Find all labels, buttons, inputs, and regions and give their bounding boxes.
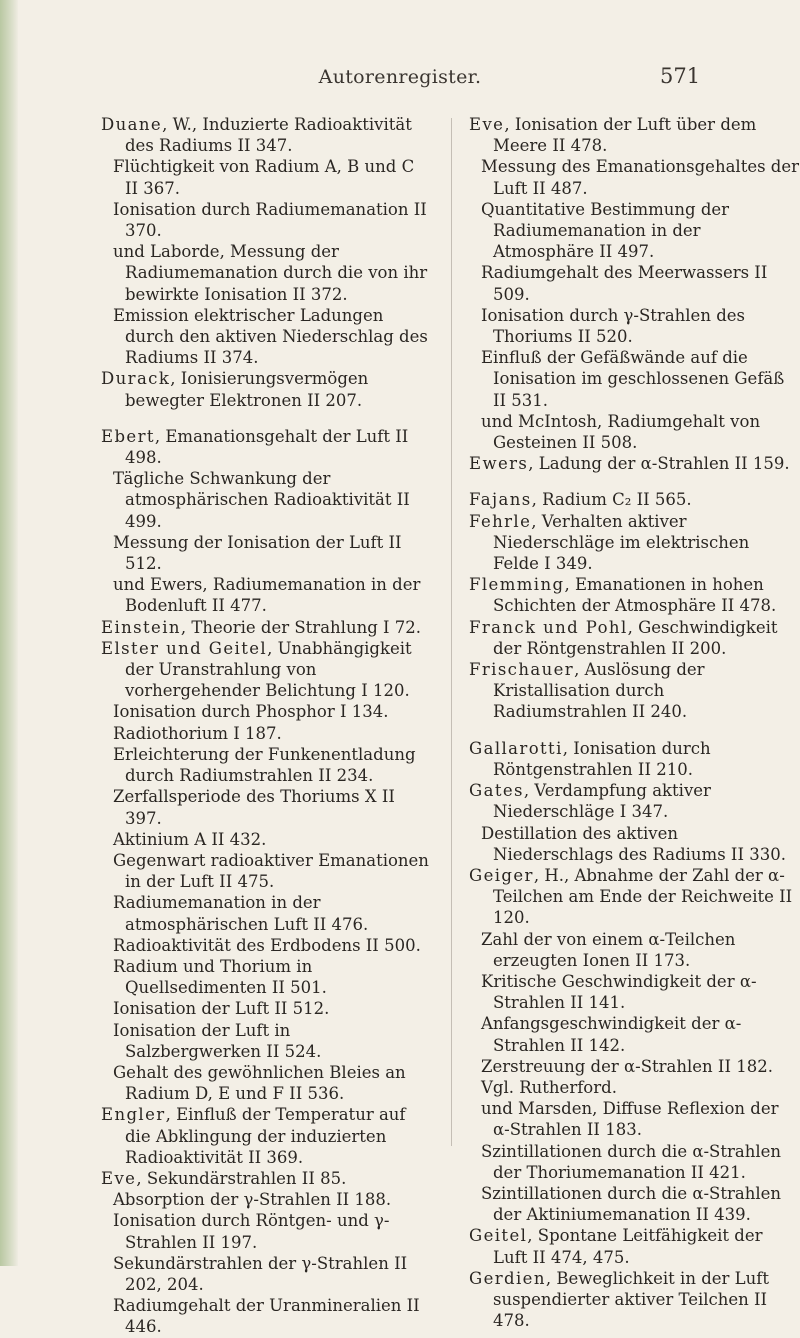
index-entry — [469, 262, 799, 304]
index-entry — [469, 1013, 799, 1055]
index-entry — [101, 468, 431, 532]
index-entry — [101, 241, 431, 305]
entry-text: Gehalt des gewöhnlichen Bleies an Radium D, E und F II 536. — [113, 1062, 406, 1104]
entry-text: Quantitative Bestimmung der Radiumemanation in der Atmosphäre II 497. — [481, 199, 730, 262]
entry-text: , Ionisation durch Röntgenstrahlen II 210. — [493, 738, 711, 779]
index-entry — [101, 850, 431, 892]
index-entry — [101, 532, 431, 574]
page-number: 571 — [660, 64, 701, 88]
index-entry — [469, 489, 799, 510]
index-entry — [101, 956, 431, 998]
index-entry — [101, 1210, 431, 1252]
index-entry — [469, 971, 799, 1013]
author-name: Engler — [101, 1105, 166, 1125]
right-column — [469, 114, 799, 1331]
index-entry — [469, 823, 799, 865]
author-name: Flemming — [469, 575, 565, 595]
entry-text: Messung des Emanationsgehaltes der Luft II 487. — [481, 157, 800, 198]
entry-text: Zerstreuung der α-Strahlen II 182. — [481, 1056, 773, 1076]
index-entry — [101, 368, 431, 410]
entry-text: , Ionisierungsvermögen bewegter Elektronen II 207. — [125, 369, 369, 410]
index-entry — [101, 1189, 431, 1210]
entry-text: , Radium C₂ II 565. — [531, 490, 692, 510]
author-name: Durack — [101, 369, 171, 389]
index-entry — [469, 1056, 799, 1077]
entry-text: Erleichterung der Funkenentladung durch Radiumstrahlen II 234. — [113, 744, 416, 786]
author-name: Fehrle — [469, 511, 532, 531]
index-entry — [101, 638, 431, 702]
index-entry — [101, 114, 431, 156]
entry-text: Ionisation der Luft II 512. — [113, 999, 330, 1019]
entry-text: , Beweglichkeit in der Luft suspendierter aktiver Teilchen II 478. — [493, 1268, 769, 1331]
index-entry — [469, 574, 799, 616]
index-entry — [469, 511, 799, 575]
entry-text: Radiothorium I 187. — [113, 723, 282, 743]
entry-text: , Emanationen in hohen Schichten der Atmosphäre II 478. — [493, 575, 777, 616]
index-entry — [101, 892, 431, 934]
index-entry — [469, 1141, 799, 1183]
index-entry — [101, 305, 431, 369]
entry-text: Emission elektrischer Ladungen durch den aktiven Niederschlag des Radiums II 374. — [113, 305, 428, 368]
index-entry — [101, 199, 431, 241]
entry-text: Einfluß der Gefäßwände auf die Ionisation im geschlossenen Gefäß II 531. — [481, 348, 785, 410]
author-name: Geitel — [469, 1226, 528, 1246]
index-entry — [469, 1268, 799, 1332]
entry-text: Radioaktivität des Erdbodens II 500. — [113, 935, 421, 955]
entry-text: , Sekundärstrahlen II 85. — [136, 1168, 347, 1188]
entry-text: Ionisation der Luft in Salzbergwerken II 524. — [113, 1020, 322, 1061]
index-entry — [101, 1168, 431, 1189]
index-entry — [101, 1295, 431, 1337]
entry-text: und McIntosh, Radiumgehalt von Gesteinen II 508. — [481, 411, 761, 453]
index-entry — [469, 1225, 799, 1267]
entry-text: Szintillationen durch die α-Strahlen der Thoriumemanation II 421. — [481, 1141, 782, 1182]
left-column — [101, 114, 431, 1338]
entry-text: Ionisation durch γ-Strahlen des Thoriums II 520. — [481, 305, 745, 347]
entry-text: Radiumgehalt des Meerwassers II 509. — [481, 263, 768, 304]
entry-text: Flüchtigkeit von Radium A, B und C II 367. — [113, 157, 415, 198]
index-entry — [469, 1098, 799, 1140]
entry-text: Destillation des aktiven Niederschlags des Radiums II 330. — [481, 823, 786, 864]
index-entry — [469, 305, 799, 347]
index-entry — [469, 929, 799, 971]
entry-text: Ionisation durch Phosphor I 134. — [113, 702, 389, 722]
entry-text: und Ewers, Radiumemanation in der Bodenluft II 477. — [113, 575, 421, 616]
index-entry — [101, 786, 431, 828]
entry-text: , H., Abnahme der Zahl der α-Teilchen am Ende der Reichweite II 120. — [493, 865, 793, 928]
author-name: Elster und Geitel — [101, 638, 268, 658]
index-entry — [469, 865, 799, 929]
entry-text: , Spontane Leitfähigkeit der Luft II 474, 475. — [493, 1226, 763, 1267]
index-entry — [469, 347, 799, 411]
entry-text: , W., Induzierte Radioaktivität des Radiums II 347. — [125, 115, 412, 156]
index-entry — [469, 156, 799, 198]
index-entry — [101, 701, 431, 722]
entry-text: Ionisation durch Röntgen- und γ-Strahlen II 197. — [113, 1211, 390, 1252]
entry-text: , Theorie der Strahlung I 72. — [180, 617, 422, 637]
entry-text: und Laborde, Messung der Radiumemanation durch die von ihr bewirkte Ionisation II 372. — [113, 242, 428, 304]
author-name: Geiger — [469, 865, 534, 885]
entry-text: und Marsden, Diffuse Reflexion der α-Strahlen II 183. — [481, 1099, 779, 1140]
index-entry — [101, 617, 431, 638]
entry-text: Radium und Thorium in Quellsedimenten II 501. — [113, 956, 327, 998]
index-entry — [469, 114, 799, 156]
entry-text: Vgl. Rutherford. — [481, 1077, 617, 1097]
index-entry — [469, 617, 799, 659]
entry-text: Aktinium A II 432. — [113, 829, 267, 849]
index-entry — [469, 738, 799, 780]
index-entry — [101, 744, 431, 786]
author-name: Eve — [469, 115, 505, 134]
index-entry — [101, 998, 431, 1019]
index-entry — [469, 411, 799, 453]
author-name: Ewers — [469, 454, 529, 474]
page-title: Autorenregister. — [318, 66, 482, 88]
index-entry — [101, 156, 431, 198]
entry-text: , Ladung der α-Strahlen II 159. — [528, 454, 790, 474]
index-entry — [101, 723, 431, 744]
index-entry — [469, 1183, 799, 1225]
index-entry — [101, 426, 431, 468]
entry-text: Zahl der von einem α-Teilchen erzeugten Ionen II 173. — [481, 929, 736, 970]
book-binding-edge — [0, 0, 18, 1266]
index-entry — [469, 659, 799, 723]
entry-text: , Verhalten aktiver Niederschläge im elektrischen Felde I 349. — [493, 511, 750, 574]
index-entry — [469, 780, 799, 822]
entry-text: Radiumgehalt der Uranmineralien II 446. — [113, 1296, 420, 1337]
entry-text: , Emanationsgehalt der Luft II 498. — [125, 426, 409, 468]
author-name: Gerdien — [469, 1268, 546, 1288]
author-name: Eve — [101, 1168, 137, 1188]
index-entry — [101, 1062, 431, 1104]
entry-text: Radiumemanation in der atmosphärischen Luft II 476. — [113, 893, 369, 934]
index-entry — [469, 453, 799, 474]
entry-text: Sekundärstrahlen der γ-Strahlen II 202, 204. — [113, 1253, 408, 1294]
column-divider — [451, 118, 452, 1146]
author-name: Frischauer — [469, 660, 575, 680]
entry-text: , Ionisation der Luft über dem Meere II 478. — [493, 115, 757, 156]
entry-text: , Verdampfung aktiver Niederschläge I 347. — [493, 781, 711, 822]
entry-text: , Einfluß der Temperatur auf die Abklingung der induzierten Radioaktivität II 369. — [125, 1105, 406, 1167]
entry-text: , Geschwindigkeit der Röntgenstrahlen II 200. — [493, 617, 778, 658]
author-name: Fajans — [469, 490, 532, 510]
index-entry — [469, 1077, 799, 1098]
entry-text: Kritische Geschwindigkeit der α-Strahlen II 141. — [481, 971, 757, 1013]
entry-text: Messung der Ionisation der Luft II 512. — [113, 532, 402, 574]
index-entry — [101, 574, 431, 616]
entry-text: Zerfallsperiode des Thoriums X II 397. — [113, 787, 395, 828]
index-entry — [101, 1020, 431, 1062]
entry-text: Szintillationen durch die α-Strahlen der Aktiniumemanation II 439. — [481, 1183, 782, 1225]
entry-text: Anfangsgeschwindigkeit der α-Strahlen II 142. — [481, 1014, 742, 1055]
author-name: Gates — [469, 781, 524, 801]
index-entry — [469, 199, 799, 263]
index-entry — [101, 829, 431, 850]
index-entry — [101, 935, 431, 956]
entry-text: Gegenwart radioaktiver Emanationen in der Luft II 475. — [113, 850, 429, 892]
index-entry — [101, 1253, 431, 1295]
index-entry — [101, 1104, 431, 1168]
author-name: Gallarotti — [469, 738, 563, 758]
entry-text: , Auslösung der Kristallisation durch Radiumstrahlen II 240. — [493, 660, 705, 722]
entry-text: Ionisation durch Radiumemanation II 370. — [113, 199, 427, 241]
entry-text: , Unabhängigkeit der Uranstrahlung von vorhergehender Belichtung I 120. — [125, 638, 412, 701]
author-name: Franck und Pohl — [469, 617, 628, 637]
author-name: Duane — [101, 115, 163, 134]
entry-text: Absorption der γ-Strahlen II 188. — [113, 1190, 392, 1210]
author-name: Einstein — [101, 617, 181, 637]
entry-text: Tägliche Schwankung der atmosphärischen Radioaktivität II 499. — [113, 469, 410, 531]
author-name: Ebert — [101, 426, 155, 446]
